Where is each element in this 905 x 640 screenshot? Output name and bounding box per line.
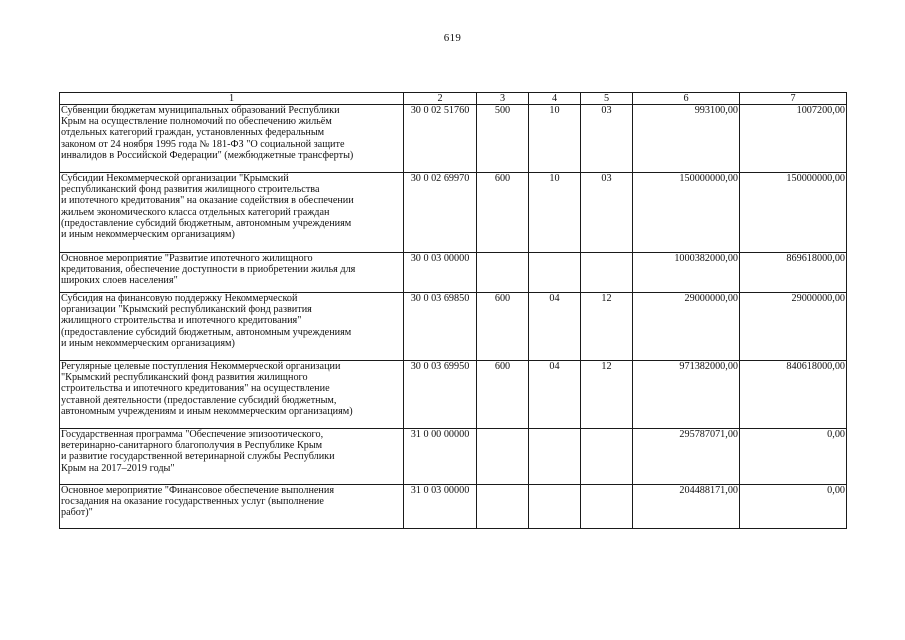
- expense-type: [477, 429, 529, 485]
- amount-col6: 971382000,00: [633, 361, 740, 429]
- item-name: Регулярные целевые поступления Некоммерческой организации "Крымский республиканский фонд развития жилищного строительства и ипотечного кредитования" на осуществление уставной деятельности (предоставление субсидий бюджетным, автономным учреждениям и иным некоммерческим организациям): [60, 361, 404, 429]
- section-code: 10: [529, 173, 581, 253]
- table-row: [60, 429, 847, 485]
- subsection-code: 12: [581, 293, 633, 361]
- expense-type: [477, 253, 529, 293]
- column-header: 2: [404, 93, 477, 105]
- budget-table: [59, 92, 847, 529]
- item-name: Государственная программа "Обеспечение эпизоотического, ветеринарно-санитарного благополучия в Республике Крым и развитие государственной ветеринарной службы Республики Крым на 2017–2019 годы": [60, 429, 404, 485]
- column-header: 1: [60, 93, 404, 105]
- column-header: 3: [477, 93, 529, 105]
- target-article-code: 30 0 03 00000: [404, 253, 477, 293]
- subsection-code: [581, 253, 633, 293]
- section-code: 04: [529, 361, 581, 429]
- expense-type: 500: [477, 105, 529, 173]
- target-article-code: 30 0 03 69850: [404, 293, 477, 361]
- section-code: [529, 429, 581, 485]
- amount-col7: 150000000,00: [740, 173, 847, 253]
- table-row: [60, 173, 847, 253]
- subsection-code: 03: [581, 173, 633, 253]
- amount-col7: 869618000,00: [740, 253, 847, 293]
- expense-type: 600: [477, 293, 529, 361]
- target-article-code: 30 0 02 51760: [404, 105, 477, 173]
- amount-col7: 0,00: [740, 485, 847, 529]
- amount-col6: 150000000,00: [633, 173, 740, 253]
- section-code: [529, 485, 581, 529]
- amount-col7: 0,00: [740, 429, 847, 485]
- column-header: 5: [581, 93, 633, 105]
- target-article-code: 30 0 02 69970: [404, 173, 477, 253]
- item-name: Основное мероприятие "Финансовое обеспечение выполнения госзадания на оказание государственных услуг (выполнение работ)": [60, 485, 404, 529]
- amount-col6: 993100,00: [633, 105, 740, 173]
- subsection-code: [581, 429, 633, 485]
- target-article-code: 30 0 03 69950: [404, 361, 477, 429]
- amount-col6: 1000382000,00: [633, 253, 740, 293]
- table-row: [60, 253, 847, 293]
- subsection-code: 03: [581, 105, 633, 173]
- subsection-code: [581, 485, 633, 529]
- table-header-row: [60, 93, 847, 105]
- amount-col6: 204488171,00: [633, 485, 740, 529]
- subsection-code: 12: [581, 361, 633, 429]
- table-row: [60, 485, 847, 529]
- amount-col6: 29000000,00: [633, 293, 740, 361]
- item-name: Субсидии Некоммерческой организации "Крымский республиканский фонд развития жилищного строительства и ипотечного кредитования" на оказание содействия в обеспечении жильем экономического класса отдельных категорий граждан (предоставление субсидий бюджетным, автономным учреждениям и иным некоммерческим организациям): [60, 173, 404, 253]
- column-header: 7: [740, 93, 847, 105]
- table-row: [60, 293, 847, 361]
- target-article-code: 31 0 00 00000: [404, 429, 477, 485]
- amount-col7: 840618000,00: [740, 361, 847, 429]
- expense-type: 600: [477, 173, 529, 253]
- section-code: [529, 253, 581, 293]
- table-row: [60, 105, 847, 173]
- column-header: 6: [633, 93, 740, 105]
- item-name: Основное мероприятие "Развитие ипотечного жилищного кредитования, обеспечение доступности в приобретении жилья для широких слоев населения": [60, 253, 404, 293]
- expense-type: 600: [477, 361, 529, 429]
- item-name: Субвенции бюджетам муниципальных образований Республики Крым на осуществление полномочий по обеспечению жильём отдельных категорий граждан, установленных федеральным законом от 24 ноября 1995 года № 181-ФЗ "О социальной защите инвалидов в Российской Федерации" (межбюджетные трансферты): [60, 105, 404, 173]
- amount-col7: 1007200,00: [740, 105, 847, 173]
- column-header: 4: [529, 93, 581, 105]
- table-row: [60, 361, 847, 429]
- target-article-code: 31 0 03 00000: [404, 485, 477, 529]
- expense-type: [477, 485, 529, 529]
- section-code: 10: [529, 105, 581, 173]
- section-code: 04: [529, 293, 581, 361]
- page-number: 619: [443, 32, 462, 44]
- amount-col7: 29000000,00: [740, 293, 847, 361]
- item-name: Субсидия на финансовую поддержку Некоммерческой организации "Крымский республиканский фонд развития жилищного строительства и ипотечного кредитования" (предоставление субсидий бюджетным, автономным учреждениям и иным некоммерческим организациям): [60, 293, 404, 361]
- amount-col6: 295787071,00: [633, 429, 740, 485]
